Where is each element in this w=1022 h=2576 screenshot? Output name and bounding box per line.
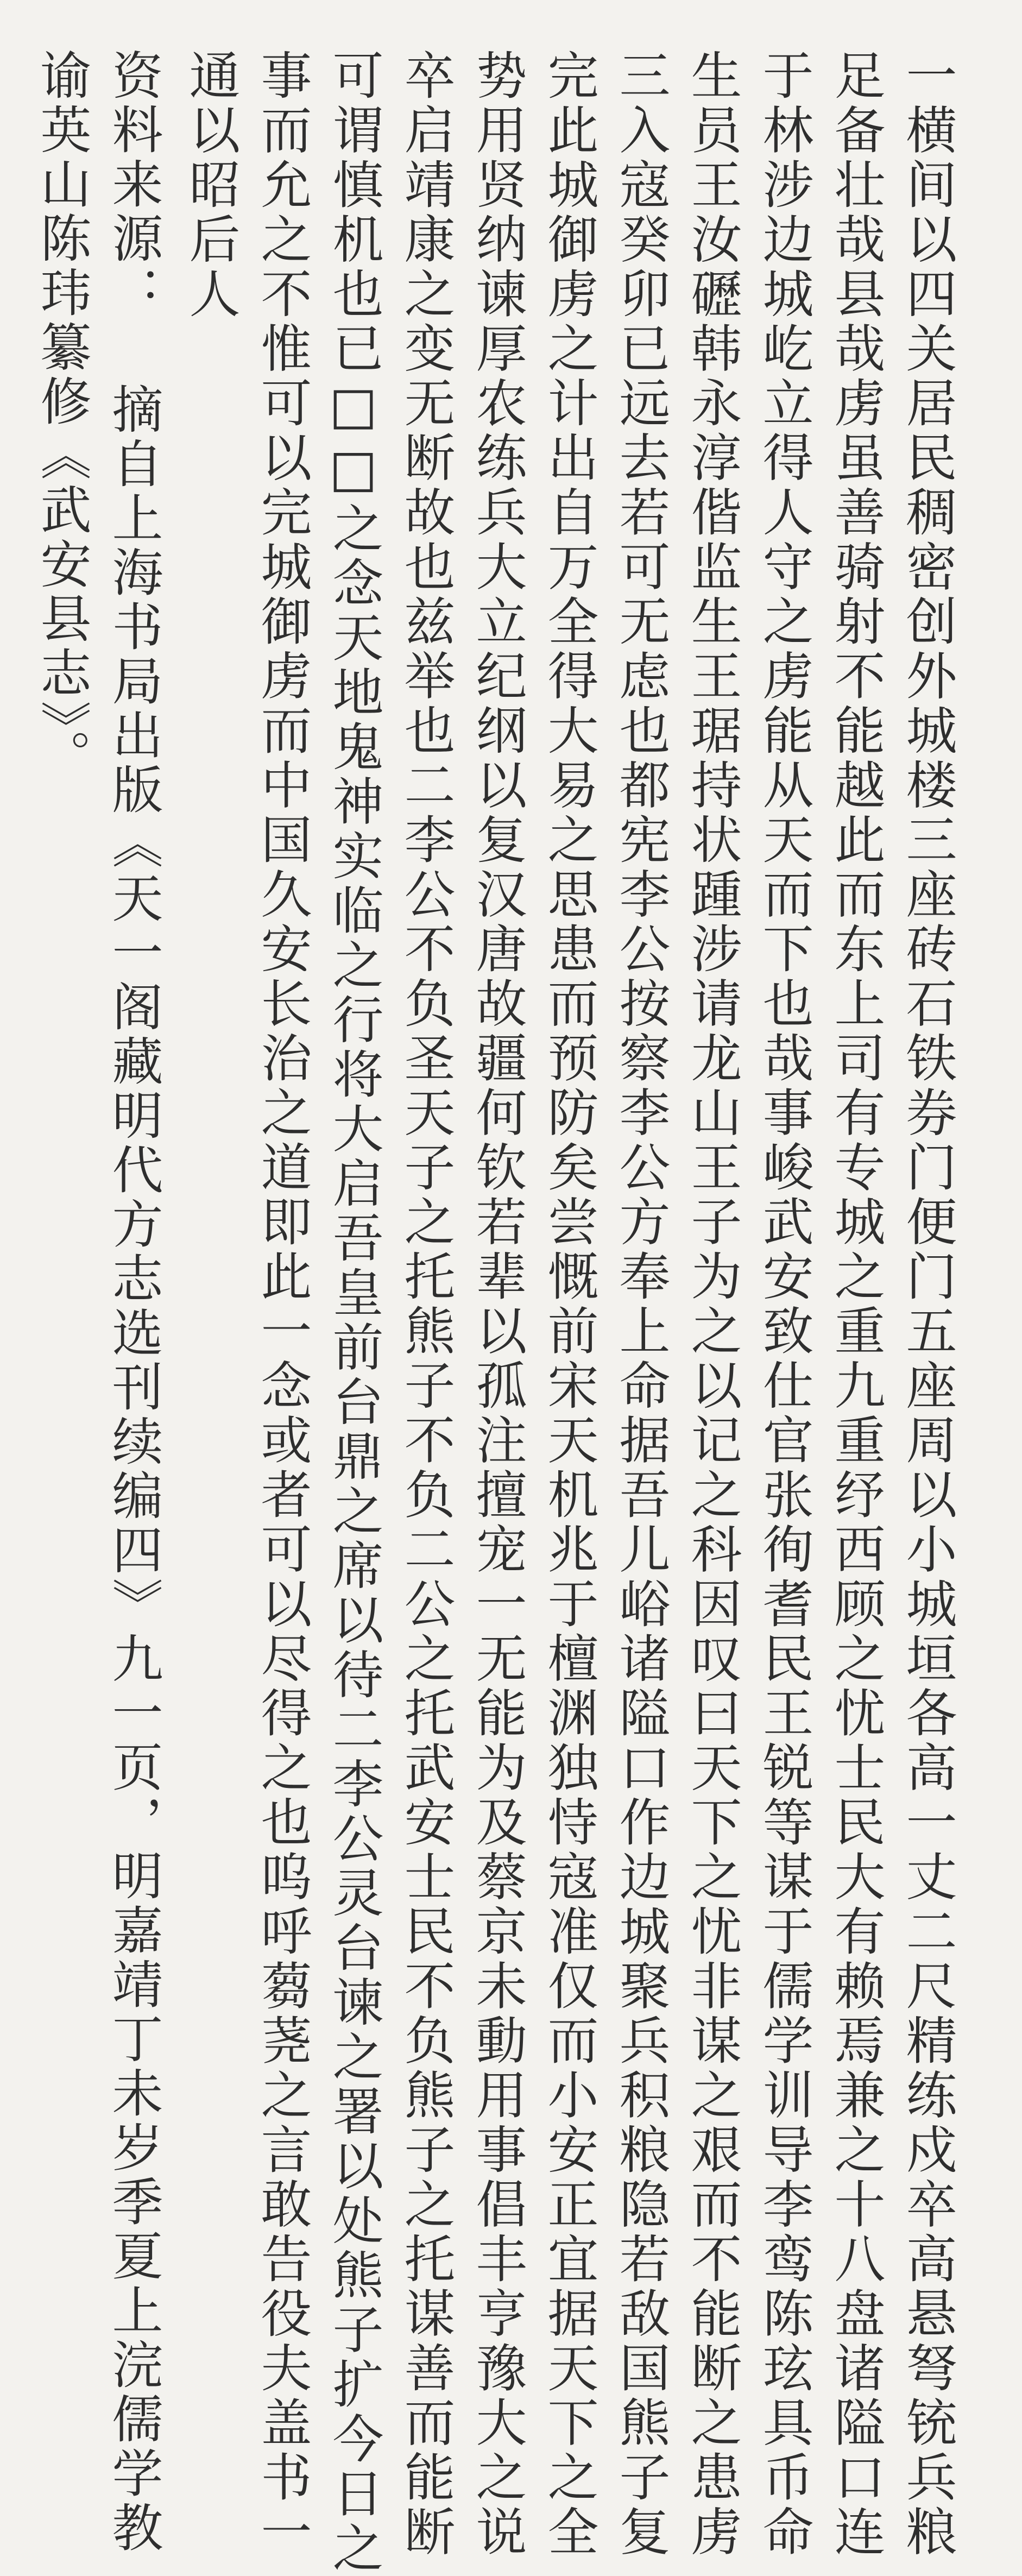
text-column-1: 一横间以四关居民稠密创外城楼三座砖石铁券门便门五座周以小城垣各高一丈二尺精练戍卒高悬弩铳兵粮 [897,49,956,2560]
text-column-5: 三入寇癸卯已远去若可无虑也都宪李公按察李公方奉上命据吾儿峪诸隘口作边城聚兵积粮隐若敌国熊子复 [610,49,670,2560]
text-column-11: 通以昭后人 [180,49,239,322]
source-column-2: 谕英山陈玮纂修《武安县志》。 [31,49,91,784]
text-column-2: 足备壮哉县哉虏虽善骑射不能越此而东上司有专城之重九重纾西顾之忧士民大有赖焉兼之十八盘诸隘口连 [825,49,885,2560]
text-column-3: 于林涉边城屹立得人守之虏能从天而下也哉事峻武安致仕官张徇耆民王锐等谋于儒学训导李鸾陈玹具币命 [754,49,813,2560]
text-column-8: 卒启靖康之变无断故也兹举也二李公不负圣天子之托熊子不负二公之托武安士民不负熊子之托谋善而能断 [395,49,455,2560]
text-column-4: 生员王汝礰韩永淳偕监生王琚持状踵涉请龙山王子为之以记之科因叹曰天下之忧非谋之艰而不能断之患虏 [682,49,741,2560]
text-column-10: 事而允之不惟可以完城御虏而中国久安长治之道即此一念或者可以尽得之也呜呼蒭荛之言敢告役夫盖书一 [252,49,311,2560]
text-column-9: 可谓慎机也已□□之念天地鬼神实临之行将大启吾皇前台鼎之席以待二李公灵台谏之署以处熊子扩今日之 [324,49,383,2576]
text-column-6: 完此城御虏之计出自万全得大易之思患而预防矣尝慨前宋天机兆于檀渊独恃寇准仅而小安正宜据天下之全 [539,49,598,2560]
text-column-7: 势用贤纳谏厚农练兵大立纪纲以复汉唐故疆何钦若辈以孤注擅宠一无能为及蔡京未動用事倡丰亨豫大之说 [467,49,526,2560]
source-column-1: 资料来源： 摘自上海书局出版《天一阁藏明代方志选刊续编四》九一页，明嘉靖丁未岁季夏上浣儒学教 [103,49,162,2555]
